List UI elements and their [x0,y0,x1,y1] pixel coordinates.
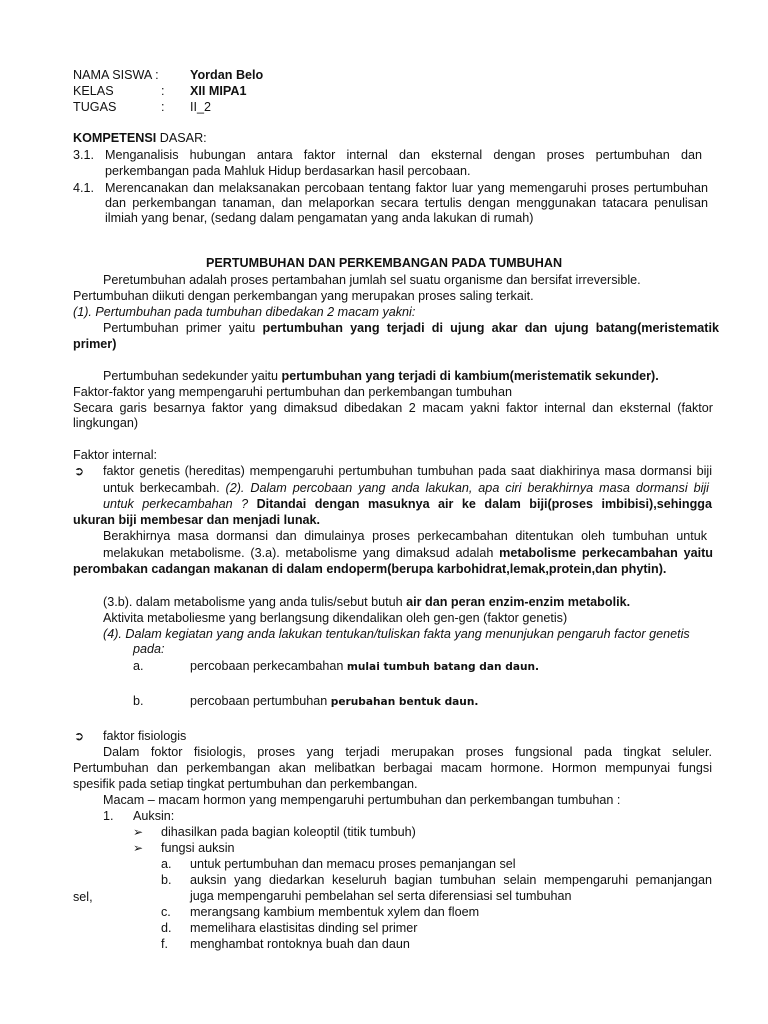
kelas-label: KELAS [73,84,114,98]
list-item: dihasilkan pada bagian koleoptil (titik tumbuh) [161,825,416,839]
sekunder-text: Pertumbuhan sedekunder yaitu [103,369,282,383]
primer-text: Pertumbuhan primer yaitu [103,321,263,335]
nama-label: NAMA SISWA : [73,68,159,82]
paragraph: Berakhirnya masa dormansi dan dimulainya proses perkecambahan ditentukan oleh tumbuhan untuk [103,529,707,543]
list-label: a. [133,659,144,673]
list-item: merangsang kambium membentuk xylem dan floem [190,905,480,919]
faktor-fisiologis-label: faktor fisiologis [103,729,187,743]
dormansi-text: melakukan metabolisme. (3.a). metabolisme yang dimaksud adalah [103,546,500,560]
list-label: d. [161,921,172,935]
question-4: pada: [133,642,165,656]
list-item-text: percobaan pertumbuhan [190,694,331,708]
arrowhead-icon: ➢ [133,825,144,839]
paragraph: Peretumbuhan adalah proses pertambahan jumlah sel suatu organisme dan bersifat irreversible. [103,273,641,287]
kompetensi-item-text: perkembangan pada Mahluk Hidup berdasarkan hasil percobaan. [105,164,471,178]
circle-arrow-icon: ➲ [74,729,85,743]
list-item: juga mempengaruhi pembelahan sel serta diferensiasi sel tumbuhan [190,889,572,903]
list-label: a. [161,857,172,871]
metabolisme-text: (3.b). dalam metabolisme yang anda tulis/sebut butuh [103,595,407,609]
metabolisme-line [103,595,630,610]
kompetensi-title [73,131,207,146]
primer-line [103,321,719,336]
genetis-text: untuk berkecambah. [103,481,226,495]
question-2: untuk perkecambahan ? [103,497,257,511]
dormansi-line [103,546,713,561]
answer-4b: perubahan bentuk daun. [330,696,479,708]
answer-4a: mulai tumbuh batang dan daun. [346,661,540,673]
paragraph: Pertumbuhan dan perkembangan akan melibatkan berbagai macam hormone. Hormon mempunyai fungsi [73,761,712,775]
question-4: (4). Dalam kegiatan yang anda lakukan tentukan/tuliskan fakta yang menunjukan pengaruh factor genetis [103,627,690,641]
paragraph: faktor genetis (hereditas) mempengaruhi pertumbuhan tumbuhan pada saat diakhirinya masa dormansi biji [103,464,712,478]
list-item: menghambat rontoknya buah dan daun [190,937,410,951]
tugas-value: II_2 [190,100,212,114]
list-label: c. [161,905,171,919]
paragraph: Macam – macam hormon yang mempengaruhi pertumbuhan dan perkembangan tumbuhan : [103,793,621,807]
list-item [190,659,539,675]
faktor-internal-label: Faktor internal: [73,448,157,462]
paragraph: Aktivita metaboliesme yang berlangsung dikendalikan oleh gen-gen (faktor genetis) [103,611,568,625]
auksin-heading: Auksin: [133,809,175,823]
kompetensi-title-bold: KOMPETENSI [73,131,157,145]
list-item: untuk pertumbuhan dan memacu proses pemanjangan sel [190,857,516,871]
tugas-label: TUGAS [73,100,117,114]
paragraph: Pertumbuhan diikuti dengan perkembangan yang merupakan proses saling terkait. [73,289,534,303]
answer-2: ukuran biji membesar dan menjadi lunak. [73,513,321,527]
list-item-text: percobaan perkecambahan [190,659,347,673]
list-item: auksin yang diedarkan keseluruh bagian tumbuhan selain mempengaruhi pemanjangan [190,873,712,887]
answer-3a: perombakan cadangan makanan di dalam endoperm(berupa karbohidrat,lemak,protein,dan phytin). [73,562,667,576]
arrowhead-icon: ➢ [133,841,144,855]
kelas-value: XII MIPA1 [190,84,247,98]
paragraph: Dalam foktor fisiologis, proses yang terjadi merupakan proses fungsional pada tingkat seluler. [103,745,712,759]
list-label: b. [133,694,144,708]
paragraph: lingkungan) [73,416,139,430]
answer-3a: metabolisme perkecambahan yaitu [499,546,713,560]
sekunder-answer: pertumbuhan yang terjadi di kambium(meristematik sekunder). [281,369,659,383]
list-item: memelihara elastisitas dinding sel primer [190,921,418,935]
paragraph: spesifik pada setiap tingkat pertumbuhan dan perkembangan. [73,777,418,791]
kompetensi-item-num: 3.1. [73,148,95,162]
list-item [190,694,478,710]
question-2: (2). Dalam percobaan yang anda lakukan, apa ciri berakhirnya masa dormansi biji [225,481,709,495]
question-1: (1). Pertumbuhan pada tumbuhan dibedakan 2 macam yakni: [73,305,416,319]
paragraph: Faktor-faktor yang mempengaruhi pertumbuhan dan perkembangan tumbuhan [73,385,512,399]
kompetensi-item-num: 4.1. [73,181,95,195]
list-label: f. [161,937,168,951]
circle-arrow-icon: ➲ [74,464,85,478]
nama-value: Yordan Belo [190,68,264,82]
kompetensi-item-text: ilmiah yang benar, (sedang dalam pengamatan yang anda lakukan di rumah) [105,211,534,225]
sekunder-line [103,369,659,384]
primer-answer: pertumbuhan yang terjadi di ujung akar dan ujung batang(meristematik [262,321,719,335]
tugas-colon: : [161,100,165,114]
document-title: PERTUMBUHAN DAN PERKEMBANGAN PADA TUMBUHAN [205,256,563,270]
kompetensi-item-text: dan perkembangan tanaman, dan melaporkan secara tertulis dengan menggunakan tatacara penulisan [105,196,708,210]
genetis-line [103,481,709,496]
list-label: b. [161,873,172,887]
paragraph: Secara garis besarnya faktor yang dimaksud dibedakan 2 macam yakni faktor internal dan eksternal (faktor [73,401,713,415]
list-label: 1. [103,809,114,823]
genetis-line [103,497,712,512]
list-item: fungsi auksin [161,841,235,855]
kompetensi-title-rest: DASAR: [156,131,207,145]
primer-answer: primer) [73,337,117,351]
answer-3b: air dan peran enzim-enzim metabolik. [406,595,631,609]
list-item: sel, [73,890,93,904]
kompetensi-item-text: Merencanakan dan melaksanakan percobaan tentang faktor luar yang memengaruhi proses pertumbuhan [105,181,708,195]
kompetensi-item-text: Menganalisis hubungan antara faktor internal dan eksternal dengan proses pertumbuhan dan [105,148,702,162]
answer-2: Ditandai dengan masuknya air ke dalam biji(proses imbibisi),sehingga [256,497,713,511]
kelas-colon: : [161,84,165,98]
